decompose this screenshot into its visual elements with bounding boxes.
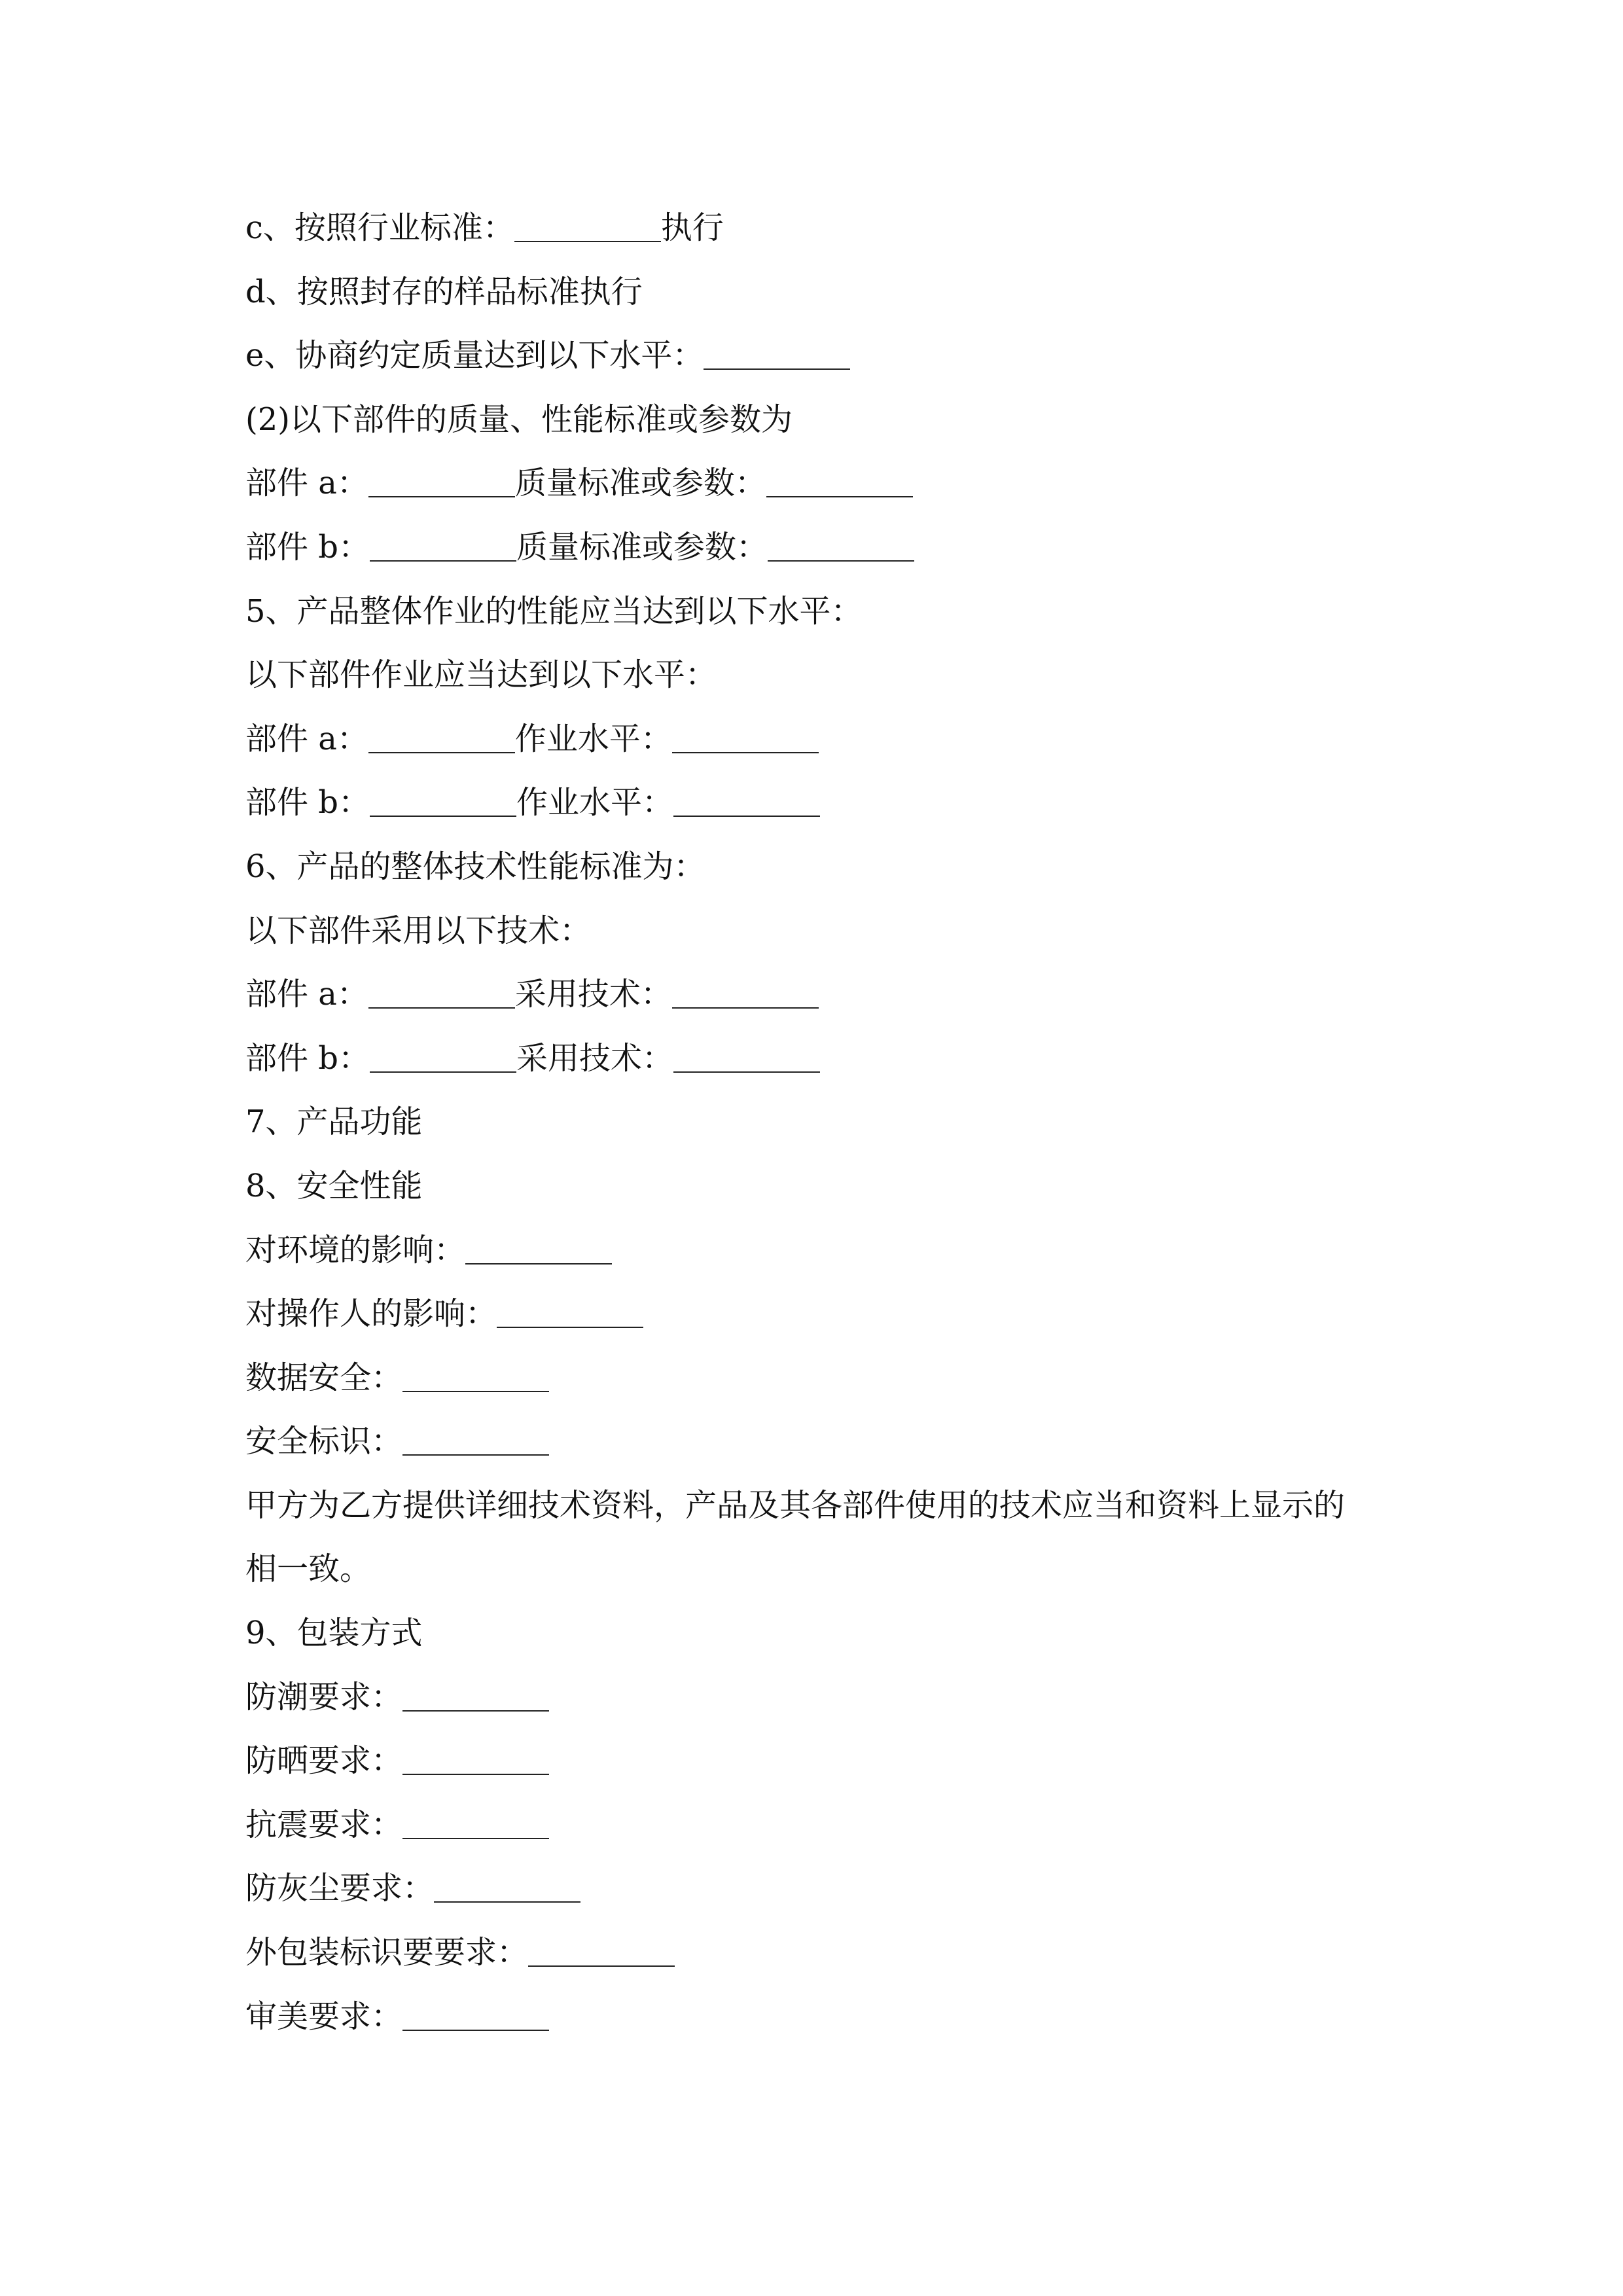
section-9-heading xyxy=(245,1602,1397,1666)
fill-in-blank[interactable] xyxy=(368,981,515,1009)
fill-in-blank[interactable] xyxy=(402,1812,549,1839)
fill-in-blank[interactable] xyxy=(672,726,819,753)
line-text: 防灰尘要求： xyxy=(245,1870,435,1907)
fill-in-blank[interactable] xyxy=(402,1748,549,1775)
line-text: 审美要求： xyxy=(245,1998,403,2035)
line-text: 部件 b： xyxy=(245,784,370,821)
section-2-heading xyxy=(245,388,1397,452)
line-text: 防晒要求： xyxy=(245,1742,403,1780)
fill-in-blank[interactable] xyxy=(402,1684,549,1712)
line-text: d、按照封存的样品标准执行 xyxy=(245,273,643,310)
part-a-quality xyxy=(245,452,1397,516)
line-text: 对环境的影响： xyxy=(245,1231,466,1268)
line-text: 执行 xyxy=(660,209,724,246)
fill-in-blank[interactable] xyxy=(434,1875,580,1903)
line-text: 外包装标识要要求： xyxy=(245,1934,529,1971)
line-text: 以下部件作业应当达到以下水平： xyxy=(245,656,717,694)
line-text: 质量标准或参数： xyxy=(516,528,768,565)
line-text: 7、产品功能 xyxy=(245,1103,423,1141)
data-security xyxy=(245,1346,1397,1410)
item-c xyxy=(245,196,1397,260)
line-text: 对操作人的影响： xyxy=(245,1295,497,1333)
section-7-heading xyxy=(245,1090,1397,1155)
environment-impact xyxy=(245,1219,1397,1283)
line-text: c、按照行业标准： xyxy=(245,209,514,246)
line-text: 部件 a： xyxy=(245,720,368,757)
outer-package-marking-requirement xyxy=(245,1921,1397,1985)
line-text: 安全标识： xyxy=(245,1423,403,1460)
fill-in-blank[interactable] xyxy=(528,1939,675,1967)
fill-in-blank[interactable] xyxy=(673,789,820,817)
moisture-requirement xyxy=(245,1666,1397,1730)
fill-in-blank[interactable] xyxy=(514,215,661,242)
line-text: 相一致。 xyxy=(245,1551,372,1588)
fill-in-blank[interactable] xyxy=(370,534,516,562)
part-b-quality xyxy=(245,516,1397,580)
line-text: 5、产品整体作业的性能应当达到以下水平： xyxy=(245,592,863,630)
shock-requirement xyxy=(245,1793,1397,1857)
line-text: 6、产品的整体技术性能标准为： xyxy=(245,848,705,885)
part-b-technology xyxy=(245,1027,1397,1091)
tech-docs-paragraph-line-2 xyxy=(245,1537,1397,1602)
section-5-heading xyxy=(245,580,1397,644)
line-text: 数据安全： xyxy=(245,1359,403,1396)
line-text: e、协商约定质量达到以下水平： xyxy=(245,337,704,374)
line-text: 部件 a： xyxy=(245,465,368,502)
line-text: 部件 b： xyxy=(245,528,370,565)
line-text: 部件 a： xyxy=(245,976,368,1013)
fill-in-blank[interactable] xyxy=(370,1045,516,1073)
section-6-heading xyxy=(245,835,1397,899)
fill-in-blank[interactable] xyxy=(465,1237,612,1265)
document-page xyxy=(245,196,1397,2049)
line-text: 防潮要求： xyxy=(245,1678,403,1715)
fill-in-blank[interactable] xyxy=(766,470,913,497)
fill-in-blank[interactable] xyxy=(402,2003,549,2031)
line-text: 部件 b： xyxy=(245,1039,370,1077)
fill-in-blank[interactable] xyxy=(402,1428,549,1456)
fill-in-blank[interactable] xyxy=(673,1045,820,1073)
part-a-technology xyxy=(245,963,1397,1027)
line-text: 作业水平： xyxy=(516,784,674,821)
line-text: (2)以下部件的质量、性能标准或参数为 xyxy=(245,401,793,438)
fill-in-blank[interactable] xyxy=(704,342,850,370)
line-text: 以下部件采用以下技术： xyxy=(245,912,592,949)
line-text: 甲方为乙方提供详细技术资料，产品及其各部件使用的技术应当和资料上显示的 xyxy=(245,1486,1346,1524)
line-text: 质量标准或参数： xyxy=(514,465,766,502)
fill-in-blank[interactable] xyxy=(370,789,516,817)
fill-in-blank[interactable] xyxy=(768,534,914,562)
part-a-operation xyxy=(245,708,1397,772)
line-text: 9、包装方式 xyxy=(245,1615,423,1652)
item-e xyxy=(245,324,1397,388)
aesthetic-requirement xyxy=(245,1985,1397,2049)
fill-in-blank[interactable] xyxy=(368,470,515,497)
dust-requirement xyxy=(245,1857,1397,1921)
parts-technology-heading xyxy=(245,899,1397,963)
line-text: 采用技术： xyxy=(516,1039,674,1077)
section-8-heading xyxy=(245,1155,1397,1219)
line-text: 采用技术： xyxy=(514,976,672,1013)
safety-marking xyxy=(245,1410,1397,1474)
parts-operation-heading xyxy=(245,643,1397,708)
tech-docs-paragraph-line-1 xyxy=(245,1474,1397,1538)
fill-in-blank[interactable] xyxy=(402,1365,549,1392)
fill-in-blank[interactable] xyxy=(672,981,819,1009)
line-text: 8、安全性能 xyxy=(245,1167,423,1204)
line-text: 作业水平： xyxy=(514,720,672,757)
line-text: 抗震要求： xyxy=(245,1806,403,1843)
sun-requirement xyxy=(245,1729,1397,1793)
fill-in-blank[interactable] xyxy=(497,1300,643,1328)
part-b-operation xyxy=(245,771,1397,835)
item-d xyxy=(245,260,1397,325)
fill-in-blank[interactable] xyxy=(368,726,515,753)
operator-impact xyxy=(245,1282,1397,1346)
